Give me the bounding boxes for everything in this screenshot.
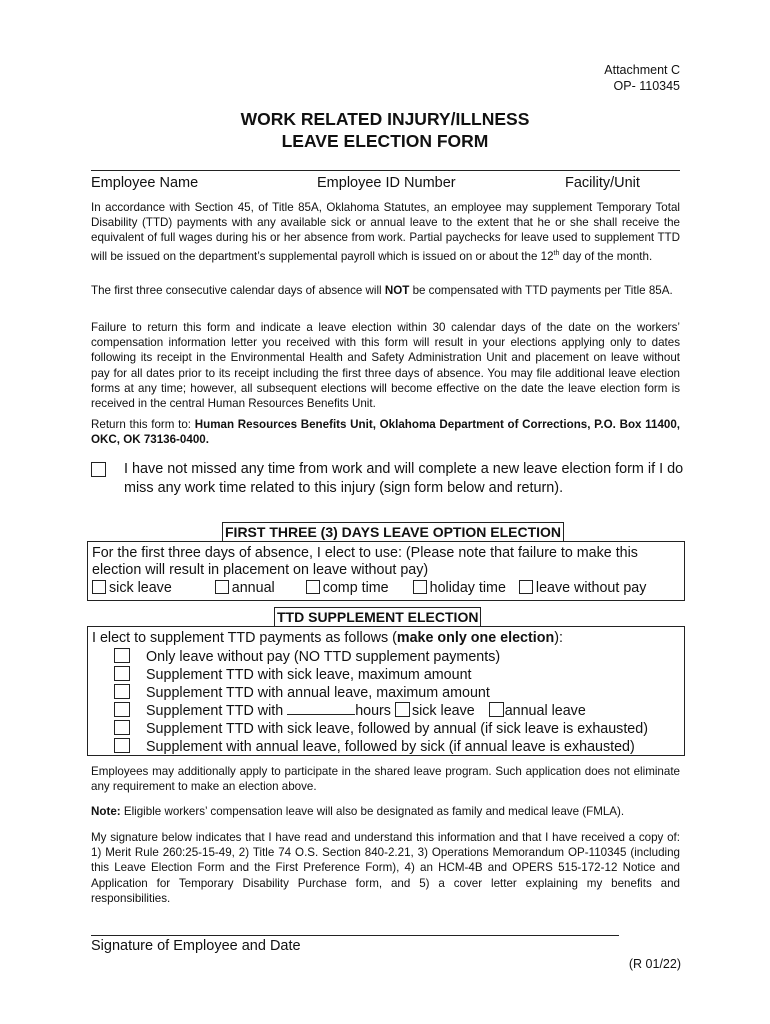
employee-info-line [91, 170, 680, 171]
failure-to-return-paragraph: Failure to return this form and indicate a leave election within 30 calendar days of the date on the workers’ compensation information letter you received with this form will result in your elections applying only to dates following its receipt in the Environmental Health and Safety Administration Unit and placement on leave without pay for all dates prior to its receipt including the first three days of absence. You may file additional leave election forms at any time; however, all subsequent elections will become effective on the date the leave election form is received in the central Human Resources Benefits Unit. [91, 321, 680, 411]
ttd-option-checkbox[interactable] [114, 666, 130, 681]
facility-unit-label: Facility/Unit [565, 175, 640, 191]
hours-sick-leave-checkbox[interactable] [395, 702, 410, 717]
ttd-option-row [114, 648, 500, 665]
op-number: OP- 110345 [613, 79, 680, 93]
ttd-hours-prefix: Supplement TTD with [146, 703, 288, 719]
sick-leave-checkbox[interactable] [92, 580, 106, 594]
employee-id-label: Employee ID Number [317, 175, 456, 191]
signature-line[interactable] [91, 935, 619, 936]
ttd-option-checkbox[interactable] [114, 738, 130, 753]
ttd-option-label: Supplement TTD with sick leave, followed by annual (if sick leave is exhausted) [146, 721, 648, 737]
attachment-label: Attachment C [604, 63, 680, 77]
hours-annual-leave-label: annual leave [504, 703, 586, 719]
ttd-supplement-title: TTD SUPPLEMENT ELECTION [274, 607, 481, 627]
leave-without-pay-label: leave without pay [535, 580, 647, 596]
ttd-intro-end: ): [554, 630, 563, 646]
ttd-option-row [114, 720, 648, 737]
first-three-days-box [87, 541, 685, 601]
ttd-option-row [114, 738, 635, 755]
comp-time-label: comp time [322, 580, 389, 596]
attachment-header [604, 62, 680, 94]
ttd-option-row [114, 666, 472, 683]
p2-text-end: be compensated with TTD payments per Title 85A. [409, 284, 673, 297]
comp-time-checkbox[interactable] [306, 580, 320, 594]
hours-label: hours [355, 703, 391, 719]
ttd-option-label: Only leave without pay (NO TTD supplement payments) [146, 649, 501, 665]
fmla-note [91, 804, 680, 819]
ttd-hours-option-row [114, 702, 586, 719]
intro-text: In accordance with Section 45, of Title 85A, Oklahoma Statutes, an employee may supplement Temporary Total Disability (TTD) payments with any available sick or annual leave to the extent that he or she shall receive the equivalent of full wages during his or her absence from work. Partial paychecks for leave used to supplement TTD will be issued on the department’s supplemental payroll which is issued on or about the 12 [91, 201, 680, 263]
ttd-option-label: Supplement TTD with sick leave, maximum amount [146, 667, 472, 683]
ttd-intro [92, 630, 563, 646]
no-missed-time-checkbox[interactable] [91, 462, 106, 477]
note-text: Eligible workers’ compensation leave will also be designated as family and medical leave (FMLA). [120, 805, 625, 818]
revision-code: (R 01/22) [628, 957, 681, 971]
ttd-option-checkbox[interactable] [114, 702, 130, 717]
first-three-days-paragraph [91, 283, 680, 298]
ttd-option-row [114, 684, 490, 701]
first-three-days-instructions: For the first three days of absence, I elect to use: (Please note that failure to make this election will result in placement on leave without pay) [92, 545, 638, 578]
ttd-option-checkbox[interactable] [114, 684, 130, 699]
leave-without-pay-checkbox[interactable] [519, 580, 533, 594]
intro-paragraph [91, 200, 680, 264]
hours-sick-leave-label: sick leave [411, 703, 475, 719]
form-title-line1: WORK RELATED INJURY/ILLNESS [240, 109, 530, 129]
hours-annual-leave-checkbox[interactable] [489, 702, 504, 717]
ttd-intro-bold: make only one election [396, 630, 555, 646]
employee-name-label: Employee Name [91, 175, 199, 191]
shared-leave-paragraph: Employees may additionally apply to participate in the shared leave program. Such application does not eliminate any requirement to make an election above. [91, 765, 680, 794]
holiday-time-checkbox[interactable] [413, 580, 427, 594]
return-address-paragraph [91, 417, 680, 447]
annual-label: annual [231, 580, 275, 596]
first-three-days-options [92, 580, 655, 596]
acknowledgement-paragraph: My signature below indicates that I have read and understand this information and that I have received a copy of: 1) Merit Rule 260:25-15-49, 2) Title 74 O.S. Section 840-2.21, 3) Operations Memorandum OP-110345 (including this Leave Election Form and the First Preference Form), 4) an HCM-4B and OPERS 515-172-12 Notice and Application for Temporary Disability Purchase form, and 5) a cover letter explaining my benefits and responsibilities. [91, 831, 680, 905]
signature-label: Signature of Employee and Date [91, 938, 301, 954]
sick-leave-label: sick leave [109, 580, 172, 596]
ttd-option-label: Supplement TTD with annual leave, maximum amount [146, 685, 490, 701]
ttd-option-checkbox[interactable] [114, 720, 130, 735]
holiday-time-label: holiday time [429, 580, 506, 596]
return-prefix: Return this form to: [91, 418, 195, 431]
hours-blank-field[interactable] [287, 702, 355, 715]
note-label: Note: [91, 805, 121, 818]
form-title [0, 108, 770, 152]
ttd-option-checkbox[interactable] [114, 648, 130, 663]
form-title-line2: LEAVE ELECTION FORM [281, 131, 489, 151]
p2-text: The first three consecutive calendar days of absence will [91, 284, 385, 297]
intro-superscript: th [553, 249, 560, 257]
ttd-intro-text: I elect to supplement TTD payments as follows ( [92, 630, 397, 646]
intro-text-end: day of the month. [559, 249, 653, 263]
annual-checkbox[interactable] [215, 580, 229, 594]
p2-bold: NOT [384, 284, 410, 297]
ttd-supplement-box [87, 626, 685, 756]
return-address: Human Resources Benefits Unit, Oklahoma Department of Corrections, P.O. Box 11400, OKC, OK 73136-0400. [91, 418, 681, 447]
ttd-option-label: Supplement with annual leave, followed by sick (if annual leave is exhausted) [146, 739, 635, 755]
no-missed-time-text: I have not missed any time from work and will complete a new leave election form if I do miss any work time related to this injury (sign form below and return). [124, 461, 684, 496]
first-three-days-title: FIRST THREE (3) DAYS LEAVE OPTION ELECTION [222, 522, 564, 542]
